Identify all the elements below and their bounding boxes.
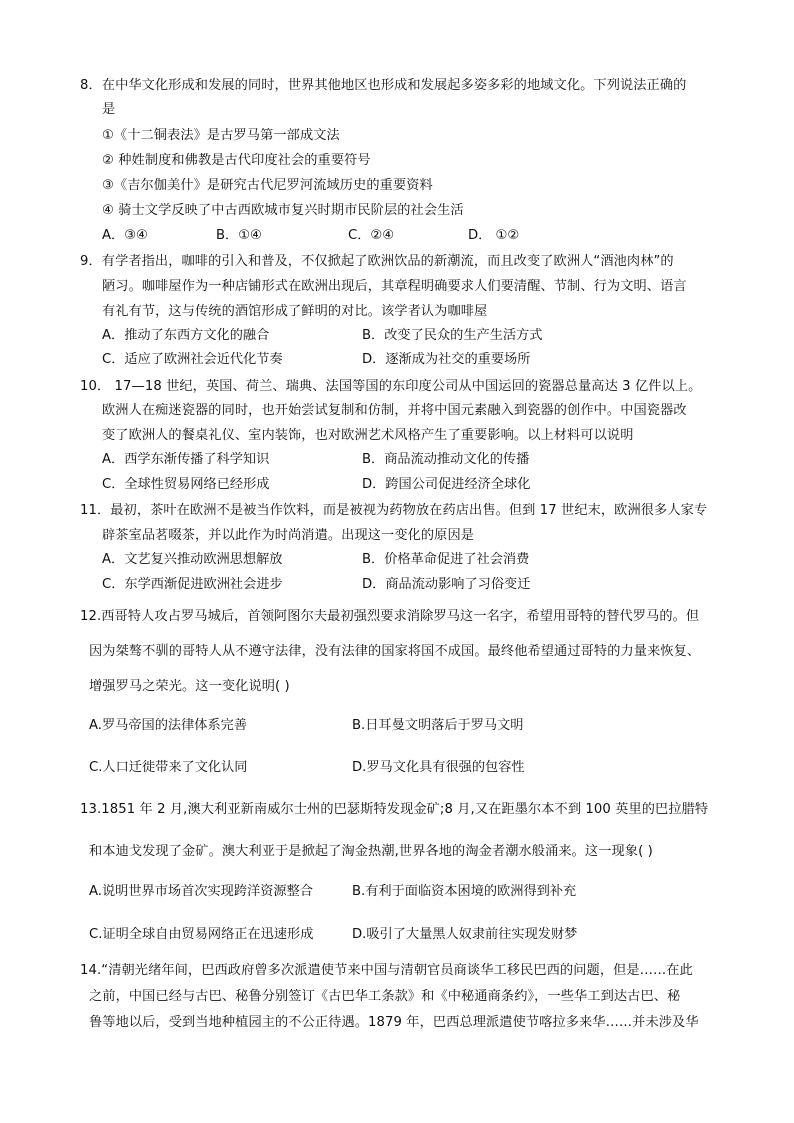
q12-option-d: D.罗马文化具有很强的包容性 — [352, 760, 525, 775]
q10-stem-line-3: 变了欧洲人的餐桌礼仪、室内装饰，也对欧洲艺术风格产生了重要影响。以上材料可以说明 — [102, 428, 634, 443]
q13-stem-line-1: 13.1851 年 2 月,澳大利亚新南威尔士州的巴瑟斯特发现金矿;8 月,又在距墨尔本不到 100 英里的巴拉腊特 — [80, 802, 709, 817]
q10-option-d: D．跨国公司促进经济全球化 — [362, 477, 531, 492]
q8-stem-line-2: 是 — [102, 102, 116, 117]
q13-option-d: D.吸引了大量黑人奴隶前往实现发财梦 — [352, 927, 578, 942]
q8-option-d: D． ①② — [468, 228, 520, 243]
q8-stem-line-1: 8．在中华文化形成和发展的同时，世界其他地区也形成和发展起多姿多彩的地域文化。下列说法正确的 — [80, 78, 687, 93]
q10-option-a: A．西学东渐传播了科学知识 — [102, 452, 270, 467]
q14-stem-line-1: 14.“清朝光绪年间，巴西政府曾多次派遣使节来中国与清朝官员商谈华工移民巴西的问题，但是……在此 — [80, 963, 693, 978]
q9-stem-line-3: 有礼有节，这与传统的酒馆形成了鲜明的对比。该学者认为咖啡屋 — [102, 304, 488, 319]
q13-stem-line-2: 和本迪戈发现了金矿。澳大利亚于是掀起了淘金热潮,世界各地的淘金者潮水般涌来。这一现象( ) — [89, 844, 653, 859]
q9-option-d: D．逐渐成为社交的重要场所 — [362, 352, 531, 367]
q14-stem-line-2: 之前，中国已经与古巴、秘鲁分别签订《古巴华工条款》和《中秘通商条约》，一些华工到达古巴、秘 — [89, 989, 681, 1004]
q8-item-2: ② 种姓制度和佛教是古代印度社会的重要符号 — [102, 153, 371, 168]
q8-item-1: ①《十二铜表法》是古罗马第一部成文法 — [102, 128, 340, 143]
q11-stem-line-2: 辟茶室品茗啜茶，并以此作为时尚消遣。出现这一变化的原因是 — [102, 528, 475, 543]
q9-stem-line-2: 陋习。咖啡屋作为一种店铺形式在欧洲出现后，其章程明确要求人们要清醒、节制、行为文明、语言 — [102, 279, 687, 294]
q12-option-c: C.人口迁徙带来了文化认同 — [89, 760, 248, 775]
q12-option-a: A.罗马帝国的法律体系完善 — [89, 718, 248, 733]
q8-option-a: A．③④ — [102, 228, 148, 243]
q12-stem-line-2: 因为桀骜不驯的哥特人从不遵守法律，没有法律的国家将国不成国。最终他希望通过哥特的力量来恢复、 — [89, 644, 701, 659]
q13-option-b: B.有利于面临资本困境的欧洲得到补充 — [352, 884, 577, 899]
q10-option-c: C．全球性贸易网络已经形成 — [102, 477, 270, 492]
q10-stem-line-2: 欧洲人在痴迷瓷器的同时，也开始尝试复制和仿制，并将中国元素融入到瓷器的创作中。中国瓷器改 — [102, 403, 687, 418]
q11-option-c: C．东学西渐促进欧洲社会进步 — [102, 577, 283, 592]
q14-stem-line-3: 鲁等地以后，受到当地种植园主的不公正待遇。1879 年，巴西总理派遣使节喀拉多来华……并未涉及华 — [89, 1015, 699, 1030]
q11-stem-line-1: 11．最初，茶叶在欧洲不是被当作饮料，而是被视为药物放在药店出售。但到 17 世纪末，欧洲很多人家专 — [80, 503, 708, 518]
q8-item-4: ④ 骑士文学反映了中古西欧城市复兴时期市民阶层的社会生活 — [102, 203, 464, 218]
q8-option-c: C．②④ — [348, 228, 395, 243]
q12-option-b: B.日耳曼文明落后于罗马文明 — [352, 718, 524, 733]
q8-option-b: B．①④ — [216, 228, 262, 243]
q11-option-b: B．价格革命促进了社会消费 — [362, 552, 530, 567]
q9-option-b: B．改变了民众的生产生活方式 — [362, 328, 543, 343]
q12-stem-line-1: 12.西哥特人攻占罗马城后，首领阿图尔夫最初强烈要求消除罗马这一名字，希望用哥特的替代罗马的。但 — [80, 609, 700, 624]
q9-option-c: C．适应了欧洲社会近代化节奏 — [102, 352, 283, 367]
q13-option-c: C.证明全球自由贸易网络正在迅速形成 — [89, 927, 314, 942]
q8-item-3: ③《吉尔伽美什》是研究古代尼罗河流域历史的重要资料 — [102, 178, 433, 193]
q11-option-d: D．商品流动影响了习俗变迁 — [362, 577, 531, 592]
q12-stem-line-3: 增强罗马之荣光。这一变化说明( ) — [89, 679, 290, 694]
q9-stem-line-1: 9．有学者指出，咖啡的引入和普及，不仅掀起了欧洲饮品的新潮流，而且改变了欧洲人“酒池肉林”的 — [80, 254, 674, 269]
q13-option-a: A.说明世界市场首次实现跨洋资源整合 — [89, 884, 313, 899]
q9-option-a: A．推动了东西方文化的融合 — [102, 328, 270, 343]
q11-option-a: A．文艺复兴推动欧洲思想解放 — [102, 552, 283, 567]
q10-stem-line-1: 10． 17—18 世纪，英国、荷兰、瑞典、法国等国的东印度公司从中国运回的瓷器总量高达 3 亿件以上。 — [80, 379, 702, 394]
q10-option-b: B．商品流动推动文化的传播 — [362, 452, 530, 467]
